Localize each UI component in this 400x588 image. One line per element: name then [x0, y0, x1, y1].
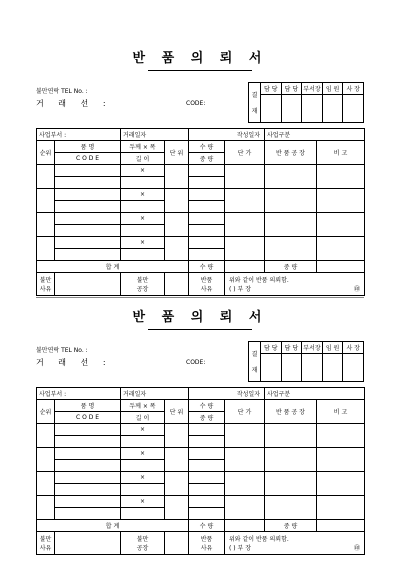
item-unit[interactable] [165, 213, 189, 237]
item-name[interactable] [55, 237, 121, 249]
title-underline [148, 70, 252, 71]
client-label: 거 래 선 : [36, 358, 112, 367]
items-table [36, 128, 365, 296]
header-thickness-width: 두께 × 폭 [121, 400, 165, 412]
approval-sign-2[interactable] [281, 354, 302, 382]
approval-sign-3[interactable] [302, 95, 323, 123]
form-title: 반 품 의 뢰 서 [132, 51, 268, 66]
item-remarks[interactable] [317, 189, 365, 213]
item-code[interactable] [55, 249, 121, 261]
header-thickness-width: 두께 × 폭 [121, 141, 165, 153]
header-remarks: 비 고 [317, 400, 365, 424]
item-price[interactable] [225, 189, 265, 213]
item-thickness-width[interactable] [121, 165, 165, 177]
item-price[interactable] [225, 496, 265, 520]
item-price[interactable] [225, 424, 265, 448]
return-request-form-2 [36, 305, 364, 585]
item-price[interactable] [225, 448, 265, 472]
item-quantity[interactable] [189, 448, 225, 460]
item-code[interactable] [55, 436, 121, 448]
item-no[interactable] [37, 448, 55, 472]
item-code[interactable] [55, 484, 121, 496]
header-unit: 단 위 [165, 400, 189, 424]
item-length[interactable] [121, 249, 165, 261]
item-remarks[interactable] [317, 472, 365, 496]
header-length: 길 이 [121, 153, 165, 165]
header-quantity: 수 량 [189, 141, 225, 153]
item-no[interactable] [37, 472, 55, 496]
item-unit[interactable] [165, 448, 189, 472]
contact-label: 불만연락 TEL No. : [36, 88, 88, 95]
approval-col-2: 담 당 [281, 342, 302, 354]
dept-manager-text: ( ) 부 장 [229, 545, 251, 552]
total-weight-label: 중 량 [265, 520, 317, 532]
item-price[interactable] [225, 165, 265, 189]
approval-sign-5[interactable] [343, 95, 364, 123]
item-code[interactable] [55, 225, 121, 237]
item-quantity[interactable] [189, 213, 225, 225]
times-symbol: × [139, 167, 146, 174]
approval-box [248, 341, 364, 381]
approval-sign-1[interactable] [261, 95, 282, 123]
total-quantity-label: 수 량 [189, 261, 225, 273]
item-factory[interactable] [265, 213, 317, 237]
code-label: CODE: [186, 359, 206, 366]
write-date-label: 작성일자 [189, 129, 265, 141]
header-factory: 반 품 공 장 [265, 400, 317, 424]
item-weight[interactable] [189, 249, 225, 261]
contact-label: 불만연락 TEL No. : [36, 347, 88, 354]
approval-col-5: 사 장 [343, 342, 364, 354]
item-length[interactable] [121, 484, 165, 496]
code-label: CODE: [186, 100, 206, 107]
request-statement [225, 273, 365, 296]
approval-sign-5[interactable] [343, 354, 364, 382]
item-remarks[interactable] [317, 496, 365, 520]
item-no[interactable] [37, 165, 55, 189]
item-quantity[interactable] [189, 496, 225, 508]
item-quantity[interactable] [189, 472, 225, 484]
item-length[interactable] [121, 436, 165, 448]
approval-box [248, 82, 364, 122]
approval-sign-3[interactable] [302, 354, 323, 382]
approval-side-label: 결 재 [249, 83, 261, 123]
item-code[interactable] [55, 460, 121, 472]
item-unit[interactable] [165, 424, 189, 448]
item-name[interactable] [55, 165, 121, 177]
item-factory[interactable] [265, 472, 317, 496]
complaint-reason-label: 불만 사유 [37, 273, 55, 296]
times-symbol: × [139, 239, 146, 246]
return-reason-label: 반품 사유 [189, 532, 225, 555]
total-weight-value[interactable] [317, 261, 365, 273]
header-item-name: 품 명 [55, 141, 121, 153]
item-remarks[interactable] [317, 237, 365, 261]
header-item-name: 품 명 [55, 400, 121, 412]
item-price[interactable] [225, 472, 265, 496]
item-weight[interactable] [189, 484, 225, 496]
times-symbol: × [139, 215, 146, 222]
approval-col-3: 부서장 [302, 342, 323, 354]
item-factory[interactable] [265, 448, 317, 472]
approval-sign-1[interactable] [261, 354, 282, 382]
request-text: 위와 같이 반품 의뢰함. [229, 536, 289, 543]
dept-label: 사업부서 : [37, 129, 121, 141]
item-code[interactable] [55, 201, 121, 213]
item-price[interactable] [225, 213, 265, 237]
dept-label: 사업부서 : [37, 388, 121, 400]
form-title: 반 품 의 뢰 서 [132, 310, 268, 325]
item-unit[interactable] [165, 472, 189, 496]
item-no[interactable] [37, 189, 55, 213]
item-no[interactable] [37, 237, 55, 261]
return-request-form-1 [36, 46, 364, 326]
approval-col-3: 부서장 [302, 83, 323, 95]
item-remarks[interactable] [317, 165, 365, 189]
complaint-factory-value[interactable] [165, 273, 189, 296]
item-weight[interactable] [189, 508, 225, 520]
complaint-factory-label: 불만 공장 [121, 532, 165, 555]
header-remarks: 비 고 [317, 141, 365, 165]
item-length[interactable] [121, 201, 165, 213]
header-unit: 단 위 [165, 141, 189, 165]
item-weight[interactable] [189, 201, 225, 213]
approval-sign-4[interactable] [322, 95, 343, 123]
item-length[interactable] [121, 177, 165, 189]
trade-date-label: 거래일자 [121, 388, 189, 400]
approval-col-4: 임 원 [322, 342, 343, 354]
approval-sign-2[interactable] [281, 95, 302, 123]
header-code: C O D E [55, 412, 121, 424]
item-quantity[interactable] [189, 424, 225, 436]
total-quantity-value[interactable] [225, 261, 265, 273]
total-weight-value[interactable] [317, 520, 365, 532]
item-thickness-width[interactable] [121, 424, 165, 436]
item-thickness-width[interactable] [121, 448, 165, 460]
item-weight[interactable] [189, 460, 225, 472]
item-remarks[interactable] [317, 448, 365, 472]
header-weight: 중 량 [189, 153, 225, 165]
item-quantity[interactable] [189, 189, 225, 201]
approval-side-label: 결 재 [249, 342, 261, 382]
header-code: C O D E [55, 153, 121, 165]
item-unit[interactable] [165, 165, 189, 189]
item-factory[interactable] [265, 496, 317, 520]
approval-col-5: 사 장 [343, 83, 364, 95]
item-weight[interactable] [189, 225, 225, 237]
item-no[interactable] [37, 496, 55, 520]
approval-col-2: 담 당 [281, 83, 302, 95]
times-symbol: × [139, 191, 146, 198]
times-symbol: × [139, 426, 146, 433]
header-no: 순위 [37, 400, 55, 424]
item-price[interactable] [225, 237, 265, 261]
item-remarks[interactable] [317, 424, 365, 448]
total-weight-label: 중 량 [265, 261, 317, 273]
item-remarks[interactable] [317, 213, 365, 237]
request-text: 위와 같이 반품 의뢰함. [229, 277, 289, 284]
dept-manager-text: ( ) 부 장 [229, 286, 251, 293]
item-name[interactable] [55, 496, 121, 508]
times-symbol: × [139, 474, 146, 481]
item-unit[interactable] [165, 189, 189, 213]
client-label: 거 래 선 : [36, 99, 112, 108]
item-thickness-width[interactable] [121, 472, 165, 484]
approval-col-4: 임 원 [322, 83, 343, 95]
item-length[interactable] [121, 508, 165, 520]
header-factory: 반 품 공 장 [265, 141, 317, 165]
header-price: 단 가 [225, 141, 265, 165]
item-no[interactable] [37, 213, 55, 237]
item-quantity[interactable] [189, 165, 225, 177]
approval-sign-4[interactable] [322, 354, 343, 382]
item-factory[interactable] [265, 424, 317, 448]
item-quantity[interactable] [189, 237, 225, 249]
header-quantity: 수 량 [189, 400, 225, 412]
approval-col-1: 담 당 [261, 342, 282, 354]
complaint-factory-value[interactable] [165, 532, 189, 555]
total-quantity-label: 수 량 [189, 520, 225, 532]
return-reason-label: 반품 사유 [189, 273, 225, 296]
item-factory[interactable] [265, 237, 317, 261]
item-thickness-width[interactable] [121, 213, 165, 225]
item-unit[interactable] [165, 237, 189, 261]
item-factory[interactable] [265, 189, 317, 213]
item-name[interactable] [55, 189, 121, 201]
item-name[interactable] [55, 472, 121, 484]
item-name[interactable] [55, 213, 121, 225]
complaint-reason-value[interactable] [55, 532, 121, 555]
total-label: 합 계 [37, 261, 189, 273]
item-thickness-width[interactable] [121, 237, 165, 249]
item-unit[interactable] [165, 496, 189, 520]
item-thickness-width[interactable] [121, 189, 165, 201]
complaint-reason-value[interactable] [55, 273, 121, 296]
item-code[interactable] [55, 508, 121, 520]
item-name[interactable] [55, 448, 121, 460]
request-statement [225, 532, 365, 555]
times-symbol: × [139, 450, 146, 457]
seal-icon: ㊞ [353, 286, 360, 293]
total-label: 합 계 [37, 520, 189, 532]
seal-icon: ㊞ [353, 545, 360, 552]
title-underline [148, 329, 252, 330]
complaint-factory-label: 불만 공장 [121, 273, 165, 296]
item-factory[interactable] [265, 165, 317, 189]
header-length: 길 이 [121, 412, 165, 424]
total-quantity-value[interactable] [225, 520, 265, 532]
items-table [36, 387, 365, 555]
item-no[interactable] [37, 424, 55, 448]
approval-col-1: 담 당 [261, 83, 282, 95]
item-length[interactable] [121, 225, 165, 237]
item-code[interactable] [55, 177, 121, 189]
item-length[interactable] [121, 460, 165, 472]
times-symbol: × [139, 498, 146, 505]
type-label: 사업구분 [265, 129, 365, 141]
complaint-reason-label: 불만 사유 [37, 532, 55, 555]
header-price: 단 가 [225, 400, 265, 424]
header-no: 순위 [37, 141, 55, 165]
item-name[interactable] [55, 424, 121, 436]
form-divider [36, 297, 364, 298]
item-weight[interactable] [189, 436, 225, 448]
write-date-label: 작성일자 [189, 388, 265, 400]
item-thickness-width[interactable] [121, 496, 165, 508]
header-weight: 중 량 [189, 412, 225, 424]
type-label: 사업구분 [265, 388, 365, 400]
trade-date-label: 거래일자 [121, 129, 189, 141]
item-weight[interactable] [189, 177, 225, 189]
